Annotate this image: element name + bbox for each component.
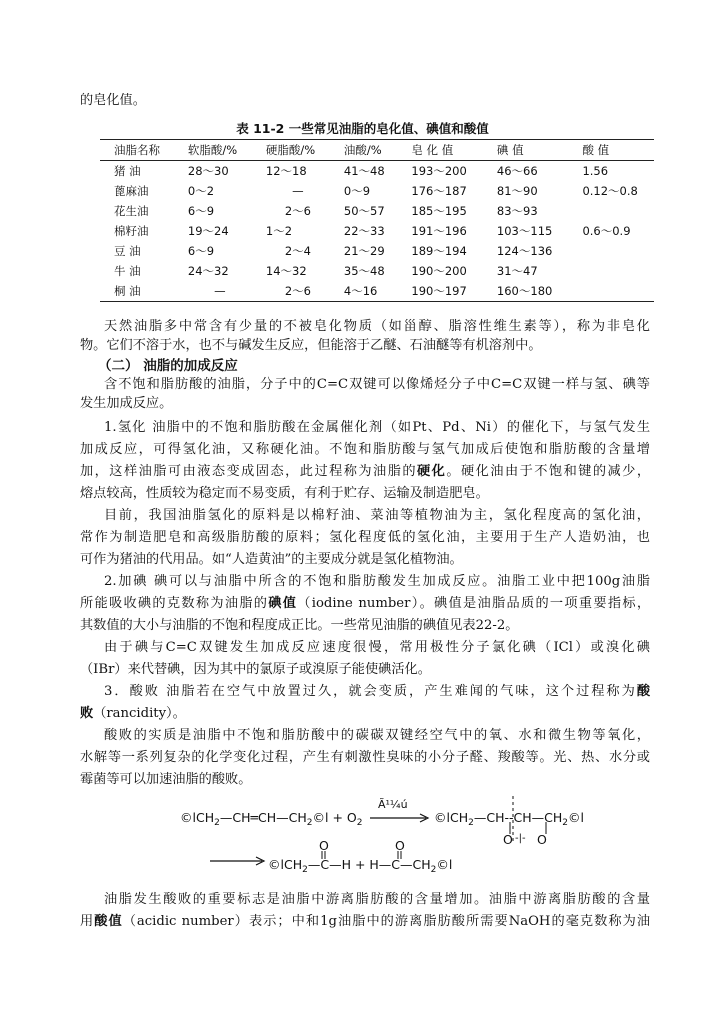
text-span: 。硬化油由于不饱和键的减少，	[446, 464, 651, 479]
text-span: 加，这样油脂可由液态变成固态，此过程称为油脂的	[80, 464, 418, 479]
paragraph-line: 2.加碘 碘可以与油脂中所含的不饱和脂肪酸发生加成反应。油脂工业中把100g油脂	[104, 574, 650, 589]
table-header-row	[100, 140, 654, 161]
text-span: （rancidity）。	[93, 706, 186, 721]
table-cell: 蓖麻油	[114, 184, 149, 198]
table-cell: 193～200	[411, 164, 467, 178]
header-cell: 酸 值	[582, 143, 610, 157]
reaction-arrow-2	[208, 855, 268, 867]
carbonyl-o-1: O	[319, 838, 329, 853]
subscript: 2	[306, 818, 313, 828]
table-cell: 50～57	[343, 204, 385, 218]
table-cell: 6～9	[187, 244, 215, 258]
table-row	[100, 261, 654, 281]
table-row	[100, 281, 654, 302]
paragraph-line: 物。它们不溶于水，也不与碱发生反应，但能溶于乙醚、石油醚等有机溶剂中。	[80, 338, 542, 353]
table-cell: 185～195	[411, 204, 467, 218]
table-cell: 41～48	[343, 164, 385, 178]
formula-part: —CH-	[473, 810, 509, 825]
term-acid-value: 酸值	[94, 914, 123, 929]
header-cell: 油酸/%	[343, 143, 382, 157]
table-cell: 190～197	[411, 284, 467, 298]
table-row	[100, 221, 654, 241]
table-cell	[568, 281, 654, 302]
header-cell: 油脂名称	[114, 143, 160, 157]
table-cell: 0～9	[343, 184, 371, 198]
formula-part: —C—H + H—C—CH	[307, 857, 431, 872]
term-rancidity-1: 酸	[636, 684, 650, 699]
table-cell: 棉籽油	[114, 224, 149, 238]
term-iodine-value: 碘值	[268, 596, 298, 611]
header-cell: 软脂酸/%	[187, 143, 238, 157]
table-cell: 4～16	[343, 284, 378, 298]
table-cell: 2～6	[284, 284, 311, 298]
subscript: 2	[468, 818, 474, 828]
table-cell: 21～29	[343, 244, 385, 258]
table-row	[100, 241, 654, 261]
text-span: （iodine number）。碘值是油脂品质的一项重要指标，	[297, 596, 651, 611]
paragraph-line: 发生加成反应。	[80, 396, 173, 411]
subscript: 2	[430, 865, 437, 875]
paragraph-line: 天然油脂多中常含有少量的不被皂化物质（如甾醇、脂溶性维生素等），称为非皂化	[104, 319, 650, 334]
peroxide-o-right: O	[537, 832, 547, 847]
peroxide-bond: -|-	[515, 833, 526, 844]
table-cell: 103～115	[496, 224, 553, 238]
table-cell: 83～93	[496, 204, 538, 218]
peroxide-o-left: O	[503, 832, 513, 847]
paragraph-line	[80, 595, 650, 613]
symbol: ©l	[436, 857, 453, 872]
paragraph-line: 可作为猪油的代用品。如“人造黄油”的主要成分就是氢化植物油。	[80, 552, 463, 567]
paragraph-line: 常作为制造肥皂和高级脂肪酸的原料；氢化程度低的氢化油，主要用于生产人造奶油，也	[80, 530, 650, 545]
section-heading: （二） 油脂的加成反应	[98, 358, 238, 374]
oil-values-table	[100, 139, 654, 302]
table-cell: 猪 油	[114, 164, 141, 178]
paragraph-line: 由于碘与C=C双键发生加成反应速度很慢，常用极性分子氯化碘（ICl）或溴化碘	[104, 640, 650, 655]
table-cell: 189～194	[411, 244, 467, 258]
table-cell: 160～180	[496, 284, 553, 298]
table-row	[100, 181, 654, 201]
text-span: 用	[80, 914, 95, 929]
table-cell: —	[292, 184, 304, 198]
table-cell: 176～187	[411, 184, 467, 198]
paragraph-line	[80, 463, 650, 481]
paragraph-line: 目前，我国油脂氢化的原料是以棉籽油、菜油等植物油为主，氢化程度高的氢化油，	[104, 508, 650, 523]
paragraph-line: 水解等一系列复杂的化学变化过程，产生有刺激性臭味的小分子醛、羧酸等。光、热、水分或	[80, 750, 650, 765]
table-cell: 1～2	[265, 224, 293, 238]
symbol: ©l	[434, 810, 450, 825]
table-cell: 0.6～0.9	[582, 224, 631, 238]
formula-part: CH	[449, 810, 469, 825]
paragraph-line: 加成反应，可得氢化油，又称硬化油。不饱和脂肪酸与氢气加成后使饱和脂肪酸的含量增	[80, 442, 650, 457]
table-cell	[568, 201, 654, 221]
table-row	[100, 161, 654, 182]
text-span: 3．酸败 油脂若在空气中放置过久，就会变质，产生难闻的气味，这个过程称为	[104, 684, 637, 699]
table-cell: 31～47	[496, 264, 538, 278]
symbol: ©l	[268, 857, 284, 872]
carbonyl-o-2: O	[395, 838, 405, 853]
table-cell: 2～4	[284, 244, 311, 258]
paragraph-line: 含不饱和脂肪酸的油脂，分子中的C=C双键可以像烯烃分子中C=C双键一样与氢、碘等	[104, 377, 650, 392]
paragraph-line	[80, 705, 650, 723]
formula-part: CH	[195, 810, 215, 825]
table-cell: 豆 油	[114, 244, 141, 258]
paragraph-line	[80, 913, 650, 931]
subscript: 2	[356, 818, 363, 828]
table-cell: 14～32	[265, 264, 307, 278]
equation-products-2	[268, 857, 452, 875]
table-cell: 28～30	[187, 164, 229, 178]
symbol: ©l	[180, 810, 196, 825]
table-cell: 190～200	[411, 264, 467, 278]
formula-part: CH	[283, 857, 303, 872]
term-hardening: 硬化	[417, 464, 447, 479]
paragraph-line: 油脂发生酸败的重要标志是油脂中游离脂肪酸的含量增加。油脂中游离脂肪酸的含量	[104, 892, 650, 907]
header-cell: 碘 值	[496, 143, 524, 157]
table-cell: 24～32	[187, 264, 229, 278]
paragraph-line: 1.氢化 油脂中的不饱和脂肪酸在金属催化剂（如Pt、Pd、Ni）的催化下，与氢气发生	[104, 420, 650, 435]
formula-part: -CH—CH	[509, 810, 563, 825]
table-cell: 桐 油	[114, 284, 141, 298]
table-cell: 19～24	[187, 224, 229, 238]
table-cell: 46～66	[496, 164, 538, 178]
table-cell: 0.12～0.8	[582, 184, 638, 198]
table-cell: 6～9	[187, 204, 215, 218]
paragraph-line: 其数值的大小与油脂的不饱和程度成正比。一些常见油脂的碘值见表22-2。	[80, 618, 519, 633]
lead-text: 的皂化值。	[80, 93, 146, 108]
paragraph-line	[104, 683, 650, 701]
subscript: 2	[214, 818, 220, 828]
paragraph-line: 酸败的实质是油脂中不饱和脂肪酸中的碳碳双键经空气中的氧、水和微生物等氧化，	[104, 728, 650, 743]
symbol: ©l	[312, 810, 329, 825]
text-span: （acidic number）表示；中和1g油脂中的游离脂肪酸所需要NaOH的毫克数称为油	[122, 914, 651, 929]
reaction-condition: Ã¹¼ú	[378, 798, 408, 811]
table-cell: 191～196	[411, 224, 467, 238]
table-cell	[568, 241, 654, 261]
header-cell: 皂 化 值	[411, 143, 454, 157]
text-span: 所能吸收碘的克数称为油脂的	[80, 596, 269, 611]
table-cell: —	[214, 284, 226, 298]
paragraph-line: （IBr）来代替碘，因为其中的氯原子或溴原子能使碘活化。	[80, 662, 431, 677]
table-cell: 牛 油	[114, 264, 141, 278]
table-cell: 124～136	[496, 244, 553, 258]
table-cell: 1.56	[582, 164, 609, 178]
subscript: 2	[562, 818, 568, 828]
table-cell: 35～48	[343, 264, 385, 278]
paragraph-line: 霉菌等可以加速油脂的酸败。	[80, 772, 252, 787]
table-cell: 花生油	[114, 204, 149, 218]
formula-part: —CH═CH—CH	[219, 810, 307, 825]
table-cell: 12～18	[265, 164, 307, 178]
reaction-arrow	[368, 812, 432, 824]
table-cell: 22～33	[343, 224, 385, 238]
paragraph-line: 熔点较高，性质较为稳定而不易变质，有利于贮存、运输及制造肥皂。	[80, 486, 489, 501]
table-cell: 2～6	[284, 204, 311, 218]
table-cell	[568, 261, 654, 281]
subscript: 2	[302, 865, 308, 875]
table-row	[100, 201, 654, 221]
table-cell: 81～90	[496, 184, 538, 198]
symbol: ©l	[568, 810, 584, 825]
equation-reactant	[180, 810, 363, 828]
table-cell: 0～2	[187, 184, 215, 198]
header-cell: 硬脂酸/%	[265, 143, 316, 157]
term-rancidity-2: 败	[80, 706, 94, 721]
formula-part: + O	[332, 810, 357, 825]
table-caption: 表 11-2 一些常见油脂的皂化值、碘值和酸值	[236, 121, 489, 136]
